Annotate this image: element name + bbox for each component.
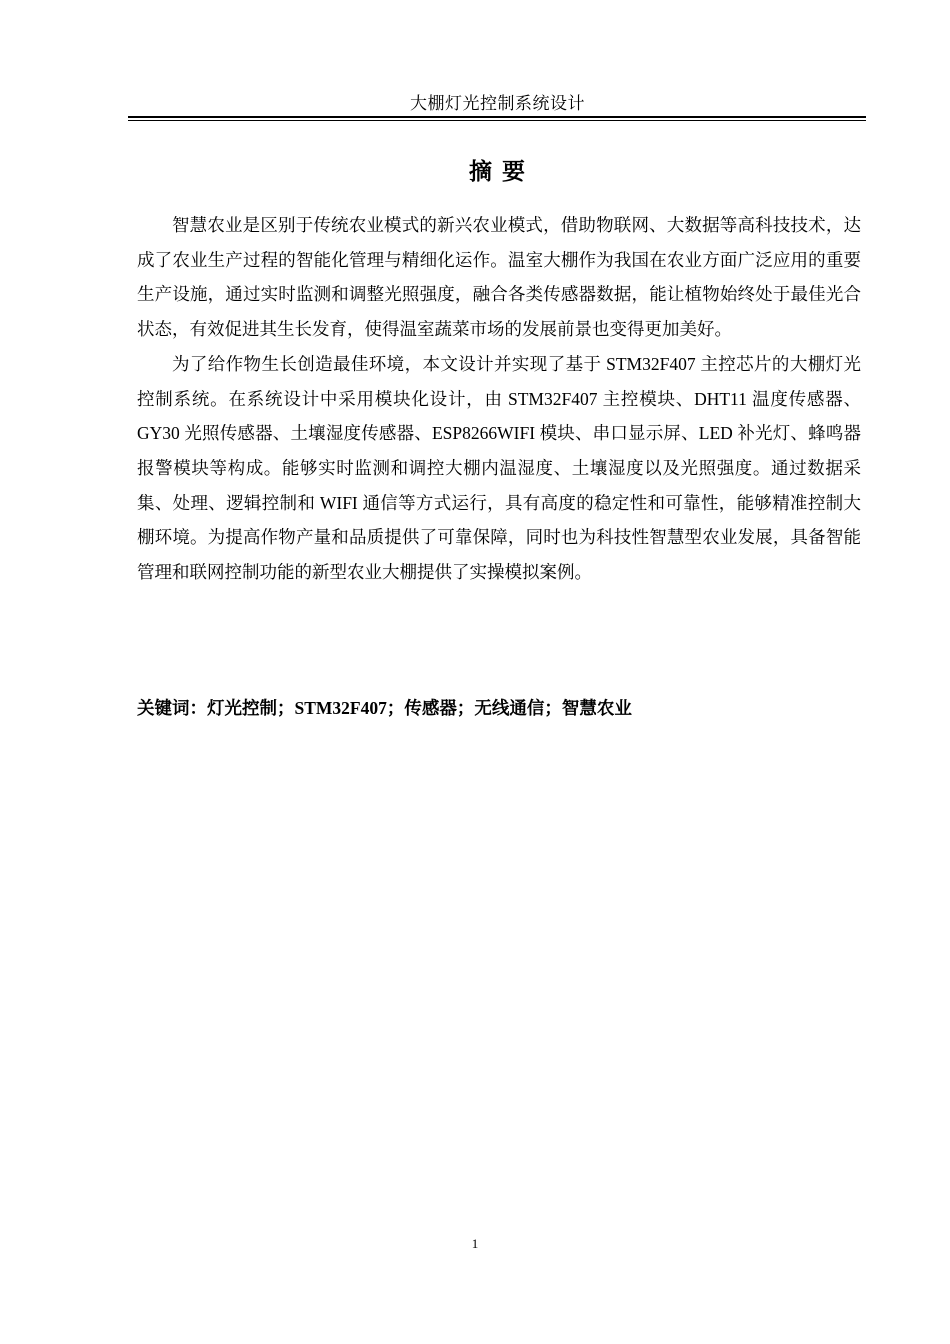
header-rule-thin: [128, 120, 866, 121]
page-number: 1: [471, 1236, 479, 1251]
header-rule-thick: [128, 116, 866, 118]
abstract-paragraph-1: 智慧农业是区别于传统农业模式的新兴农业模式，借助物联网、大数据等高科技技术，达成了农业生产过程的智能化管理与精细化运作。温室大棚作为我国在农业方面广泛应用的重要生产设施，通过实时监测和调整光照强度，融合各类传感器数据，能让植物始终处于最佳光合状态，有效促进其生长发育，使得温室蔬菜市场的发展前景也变得更加美好。: [137, 215, 861, 340]
keywords-line: 关键词：灯光控制；STM32F407；传感器；无线通信；智慧农业: [137, 698, 632, 718]
abstract-body: [137, 208, 861, 590]
abstract-title: 摘 要: [468, 159, 526, 185]
abstract-paragraph-2: 为了给作物生长创造最佳环境，本文设计并实现了基于 STM32F407 主控芯片的大棚灯光控制系统。在系统设计中采用模块化设计，由 STM32F407 主控模块、DHT11 温度传感器、GY30 光照传感器、土壤湿度传感器、ESP8266WIFI 模块、串口显示屏、LED 补光灯、蜂鸣器报警模块等构成。能够实时监测和调控大棚内温湿度、土壤湿度以及光照强度。通过数据采集、处理、逻辑控制和 WIFI 通信等方式运行，具有高度的稳定性和可靠性，能够精准控制大棚环境。为提高作物产量和品质提供了可靠保障，同时也为科技性智慧型农业发展，具备智能管理和联网控制功能的新型农业大棚提供了实操模拟案例。: [137, 353, 861, 583]
running-header: 大棚灯光控制系统设计: [410, 94, 585, 113]
